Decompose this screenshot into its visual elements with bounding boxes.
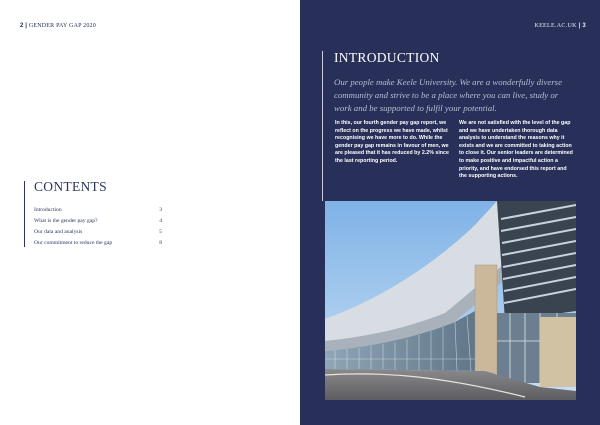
toc-item-data-and-analysis[interactable] <box>34 227 162 238</box>
table-of-contents <box>34 205 162 249</box>
header-separator: | <box>578 23 581 29</box>
toc-item-label: Introduction <box>34 207 62 213</box>
header-separator: | <box>25 23 28 29</box>
website-link[interactable]: KEELE.AC.UK <box>534 23 577 29</box>
toc-item-label: What is the gender pay gap? <box>34 218 98 224</box>
toc-item-page: 4 <box>159 218 162 224</box>
intro-vertical-rule <box>322 51 323 201</box>
right-page <box>300 0 600 425</box>
campus-building-photo <box>325 201 576 400</box>
left-page-header <box>20 23 96 29</box>
contents-heading: CONTENTS <box>34 179 107 194</box>
toc-item-what-is-gender-pay-gap[interactable] <box>34 216 162 227</box>
toc-item-label: Our commitment to reduce the gap <box>34 240 113 246</box>
right-page-number: 3 <box>582 23 586 29</box>
toc-item-commitment[interactable] <box>34 238 162 249</box>
toc-item-page: 5 <box>159 229 162 235</box>
toc-item-introduction[interactable] <box>34 205 162 216</box>
toc-item-label: Our data and analysis <box>34 229 83 235</box>
contents-vertical-rule <box>24 181 25 247</box>
report-title: GENDER PAY GAP 2020 <box>28 23 96 29</box>
toc-item-page: 8 <box>159 240 162 246</box>
introduction-heading: INTRODUCTION <box>334 50 440 65</box>
intro-column-right: We are not satisfied with the level of the gap and we have undertaken thorough data analysis to understand the reasons why it exists and we are committed to taking action to close it. Our senior leaders are determined to make positive and impactful action a priority, and have endorsed this report and the supporting actions. <box>459 120 573 180</box>
intro-column-left: In this, our fourth gender pay gap report, we reflect on the progress we have made, whilst recognising we have more to do. While the gender pay gap remains in favour of men, we are pleased that it has reduced by 2.2% since the last reporting period. <box>335 120 449 164</box>
left-page-number: 2 <box>20 23 24 29</box>
introduction-lead: Our people make Keele University. We are a wonderfully diverse community and strive to be a place where you can live, study or work and be supported to fulfil your potential. <box>334 77 563 113</box>
right-page-header <box>534 23 586 29</box>
toc-item-page: 3 <box>159 207 162 213</box>
